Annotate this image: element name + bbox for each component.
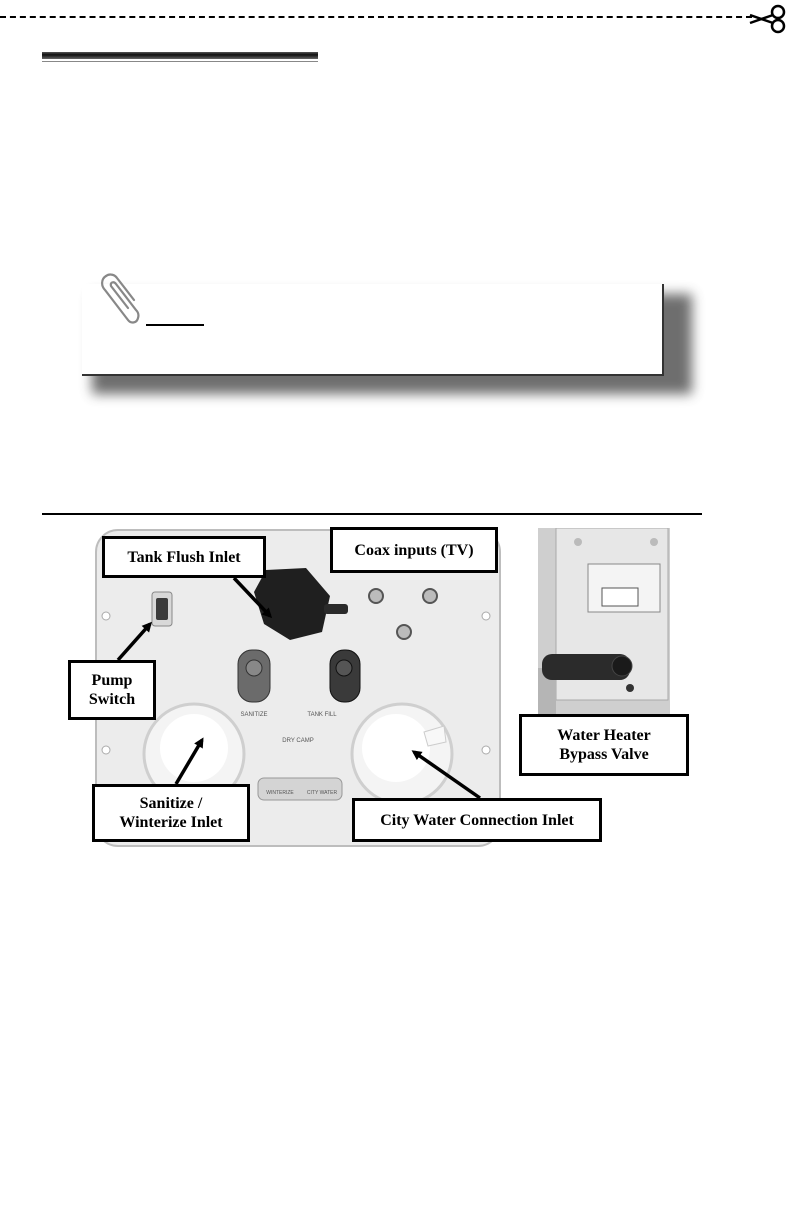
header-bar: [42, 52, 318, 59]
callout-water-heater-bypass-valve: [519, 714, 689, 776]
panel-label-city-water: CITY WATER: [306, 790, 338, 796]
callout-tank-flush-label: Tank Flush Inlet: [127, 548, 241, 566]
callout-pump-label-1: Pump: [91, 672, 133, 689]
callout-sanitize-label-2: Winterize Inlet: [119, 814, 223, 831]
callout-tank-flush-inlet: [102, 536, 266, 578]
callout-city-water-label: City Water Connection Inlet: [380, 811, 574, 829]
callout-heater-label-1: Water Heater: [557, 727, 651, 744]
panel-label-sanitize: SANITIZE: [240, 712, 268, 718]
panel-label-winterize: WINTERIZE: [266, 790, 294, 796]
panel-label-dry-camp: DRY CAMP: [282, 738, 314, 744]
callout-coax-inputs: [330, 527, 498, 573]
callout-pump-label-2: Switch: [88, 691, 136, 708]
callout-coax-label: Coax inputs (TV): [354, 541, 474, 559]
panel-label-tank-fill: TANK FILL: [307, 712, 337, 718]
callout-pump-switch: [68, 660, 156, 720]
header-bar-underline: [42, 61, 318, 62]
paperclip-icon: [98, 270, 142, 326]
callout-city-water-connection-inlet: [352, 798, 602, 842]
cut-line: [0, 16, 752, 18]
note-heading-underline: [146, 324, 204, 326]
callout-sanitize-label-1: Sanitize /: [139, 795, 203, 812]
scissors-icon: [748, 4, 788, 34]
callout-sanitize-winterize-inlet: [92, 784, 250, 842]
note-box: [82, 284, 664, 376]
callout-heater-label-2: Bypass Valve: [559, 746, 649, 763]
water-heater-photo: [538, 528, 670, 716]
section-rule: [42, 513, 702, 515]
